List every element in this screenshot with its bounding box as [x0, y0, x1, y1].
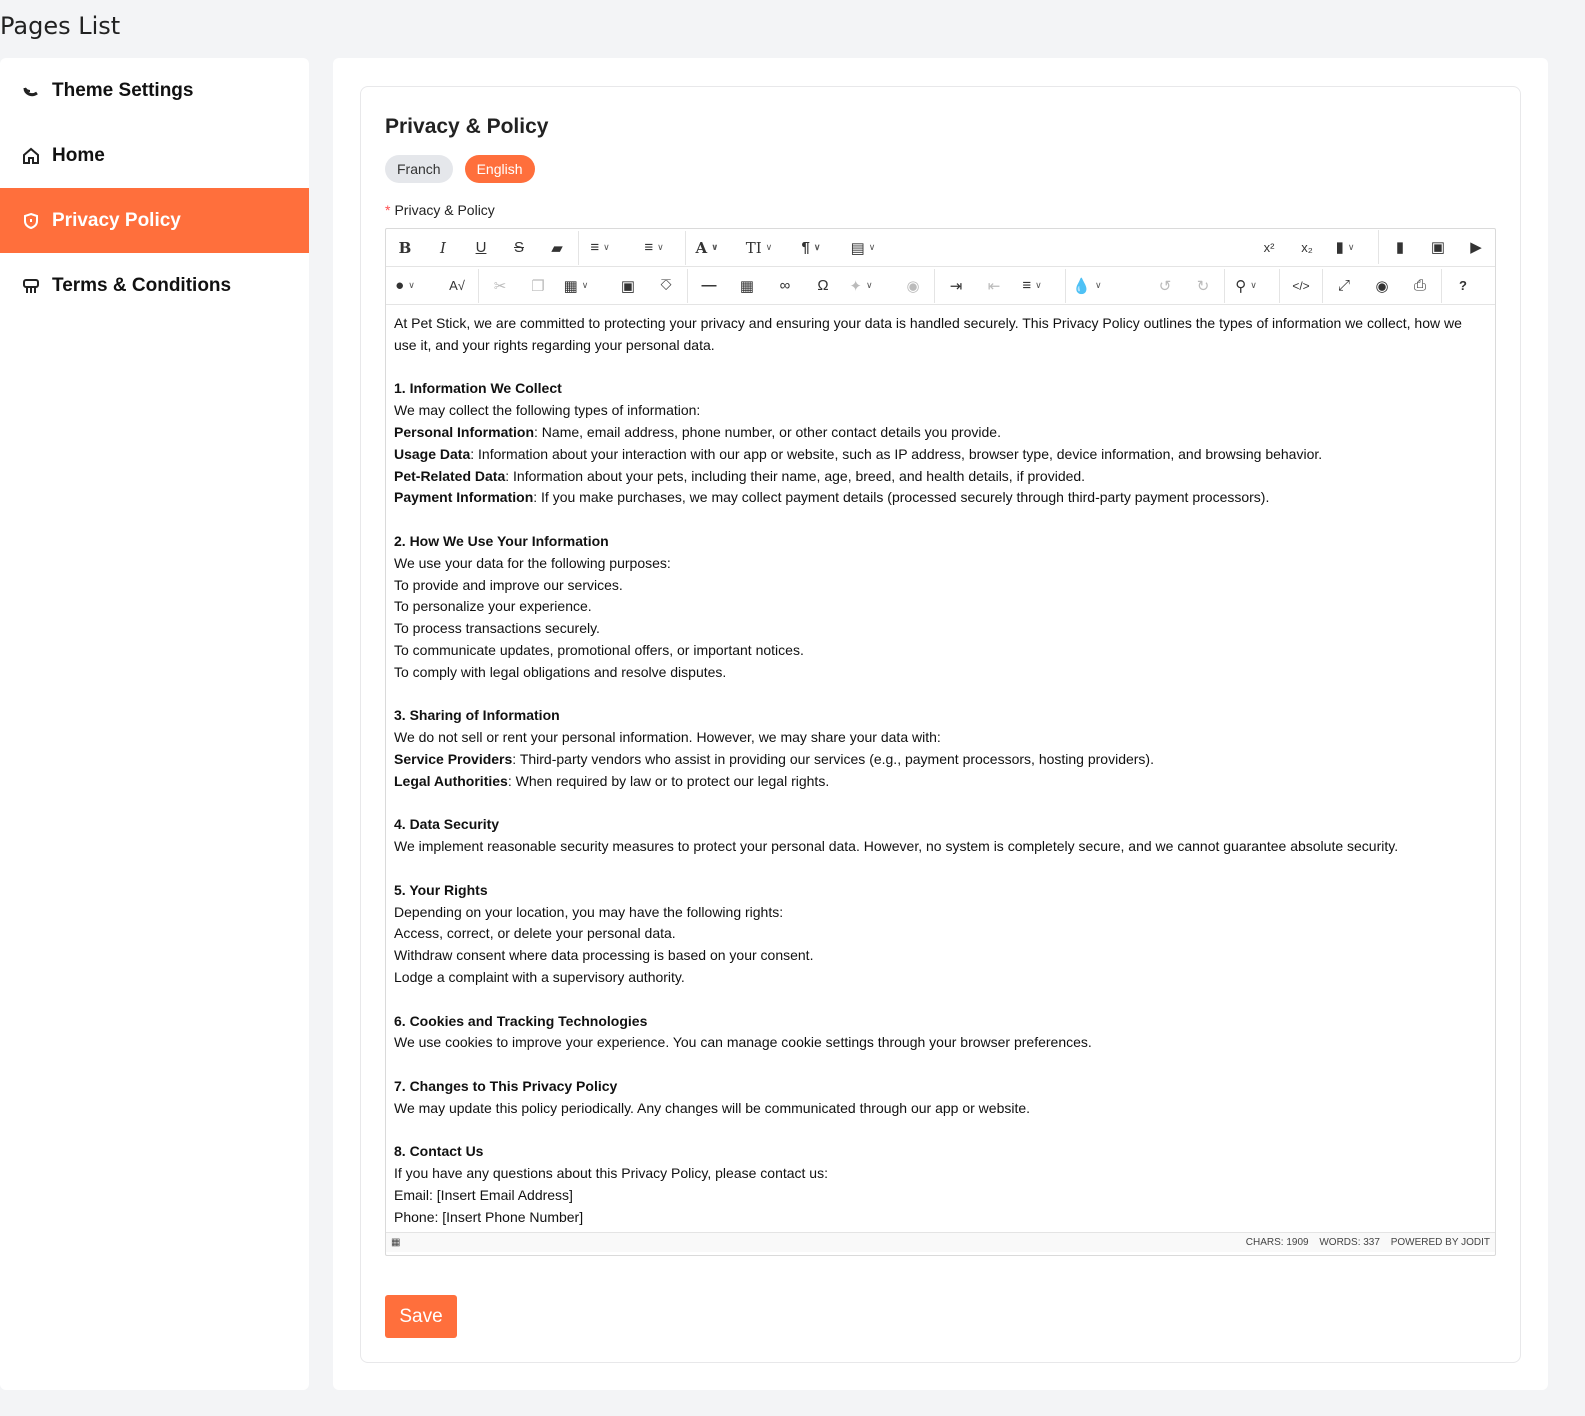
section-lead: If you have any questions about this Privacy Policy, please contact us:	[394, 1165, 828, 1182]
indent-icon[interactable]: ⇥	[949, 277, 963, 295]
list-item: Payment Information: If you make purchases, we may collect payment details (processed securely through third-party payment processors).	[394, 489, 1270, 506]
sidebar-item-privacy-policy[interactable]	[0, 188, 309, 253]
save-button[interactable]: Save	[385, 1295, 457, 1338]
language-tabs	[385, 155, 535, 183]
sidebar	[0, 58, 309, 1390]
list-item: Access, correct, or delete your personal data.	[394, 925, 676, 942]
paste-icon[interactable]: ▦ ∨	[563, 277, 589, 295]
cut-icon[interactable]: ✂	[493, 277, 507, 295]
sidebar-item-home[interactable]	[0, 123, 309, 188]
section-text: We implement reasonable security measures to protect your personal data. However, no system is completely secure, and we cannot guarantee absolute security.	[394, 838, 1399, 855]
sidebar-item-label: Home	[52, 144, 105, 166]
toolbar-separator	[934, 269, 935, 303]
copy-icon[interactable]: ❐	[531, 277, 545, 295]
ordered-list-icon[interactable]: ≡ ∨	[644, 239, 664, 256]
sidebar-item-label: Terms & Conditions	[52, 274, 232, 296]
shield-icon	[22, 212, 40, 230]
list-item: To personalize your experience.	[394, 598, 592, 615]
fullscreen-icon[interactable]: ⤢	[1337, 277, 1350, 294]
main-panel	[333, 58, 1548, 1390]
video-icon[interactable]: ▶	[1470, 239, 1482, 256]
list-item: To comply with legal obligations and resolve disputes.	[394, 663, 727, 680]
toolbar-separator	[1441, 269, 1442, 303]
select-all-icon[interactable]: ▣	[620, 277, 636, 295]
eraser-icon[interactable]: ▰	[551, 239, 563, 257]
print-icon[interactable]: ⎙	[1413, 277, 1426, 294]
classes-icon[interactable]: ▤ ∨	[850, 239, 876, 257]
word-count: WORDS: 337	[1319, 1237, 1380, 1248]
outdent-icon[interactable]: ⇤	[987, 277, 1001, 295]
table-icon[interactable]: ▦	[739, 277, 755, 295]
align-icon[interactable]: ≡ ∨	[1022, 277, 1042, 294]
tab-language-english[interactable]: English	[465, 155, 535, 183]
toolbar-separator	[687, 269, 688, 303]
sidebar-item-terms-conditions[interactable]	[0, 253, 309, 318]
list-item: To communicate updates, promotional offers, or important notices.	[394, 641, 804, 658]
section-heading: 4. Data Security	[394, 816, 500, 833]
section-heading: 5. Your Rights	[394, 881, 488, 898]
list-item: Personal Information: Name, email address, phone number, or other contact details you provide.	[394, 423, 1001, 440]
toolbar-row-2	[386, 267, 1495, 305]
section-heading: 2. How We Use Your Information	[394, 532, 609, 549]
section-lead: Depending on your location, you may have the following rights:	[394, 903, 784, 920]
toolbar-separator	[1065, 269, 1066, 303]
powered-by-link[interactable]: POWERED BY JODIT	[1390, 1237, 1490, 1248]
section-heading: 6. Cookies and Tracking Technologies	[394, 1012, 648, 1029]
spellcheck-icon[interactable]: A√	[449, 278, 465, 293]
sidebar-item-label: Privacy Policy	[52, 209, 181, 231]
horizontal-rule-icon[interactable]: —	[701, 277, 717, 294]
terms-icon	[22, 277, 40, 295]
page-title: Pages List	[0, 12, 121, 40]
redo-icon[interactable]: ↻	[1196, 277, 1210, 295]
image-icon[interactable]: ▣	[1430, 239, 1446, 256]
file-icon[interactable]: ▮ ∨	[1335, 239, 1355, 256]
section-text: We may update this policy periodically. Any changes will be communicated through our app or website.	[394, 1099, 1031, 1116]
link-icon[interactable]: ∞	[779, 277, 791, 294]
toolbar-right-group	[1250, 229, 1495, 265]
toolbar-separator	[1378, 230, 1379, 264]
section-text: We use cookies to improve your experience. You can manage cookie settings through your browser preferences.	[394, 1034, 1092, 1051]
field-label: * Privacy & Policy	[385, 202, 495, 218]
page-icon[interactable]: ▮	[1395, 239, 1405, 256]
toolbar-separator	[1322, 269, 1323, 303]
rich-text-editor	[385, 228, 1496, 1256]
editor-statusbar	[386, 1232, 1495, 1252]
list-item: Usage Data: Information about your interaction with our app or website, such as IP address, browser type, device information, and browsing behavior.	[394, 445, 1323, 462]
list-item: Pet-Related Data: Information about your pets, including their name, age, breed, and health details, if provided.	[394, 467, 1086, 484]
toolbar-separator	[685, 231, 686, 265]
brush-icon[interactable]: 💧 ∨	[1072, 277, 1102, 295]
undo-icon[interactable]: ↺	[1158, 277, 1172, 295]
toolbar-separator	[478, 269, 479, 303]
paragraph-icon[interactable]: ¶ ∨	[801, 239, 821, 256]
required-mark: *	[385, 202, 391, 218]
font-size-icon[interactable]: TI ∨	[745, 238, 773, 257]
toolbar-row-1	[386, 229, 1495, 267]
italic-icon[interactable]: I	[440, 238, 446, 257]
toolbar-separator	[1279, 269, 1280, 303]
font-icon[interactable]: A ∨	[695, 238, 719, 257]
tab-language-franch[interactable]: Franch	[385, 155, 453, 183]
resize-handle-icon[interactable]: ▦	[391, 1237, 401, 1248]
copy-format-icon[interactable]: ⎏	[660, 277, 672, 294]
unordered-list-icon[interactable]: ≡ ∨	[590, 239, 610, 256]
list-item: Withdraw consent where data processing is based on your consent.	[394, 947, 814, 964]
section-lead: We do not sell or rent your personal information. However, we may share your data with:	[394, 729, 941, 746]
toolbar-separator	[578, 231, 579, 265]
subscript-icon[interactable]: x₂	[1301, 239, 1313, 255]
theme-icon	[22, 82, 40, 100]
superscript-icon[interactable]: x²	[1263, 239, 1275, 255]
list-item: Email: [Insert Email Address]	[394, 1186, 573, 1203]
list-item: Service Providers: Third-party vendors who assist in providing our services (e.g., payment processors, hosting providers).	[394, 750, 1154, 767]
strikethrough-icon[interactable]: S	[513, 239, 524, 256]
bold-icon[interactable]: B	[398, 238, 412, 257]
section-heading: 1. Information We Collect	[394, 380, 562, 397]
policy-card	[360, 86, 1521, 1363]
ai-commands-icon[interactable]: ◉	[906, 277, 920, 295]
microphone-icon[interactable]: ● ∨	[395, 277, 415, 294]
editor-content[interactable]	[386, 305, 1495, 1232]
intro-paragraph: At Pet Stick, we are committed to protecting your privacy and ensuring your data is handled securely. This Privacy Policy outlines the types of information we collect, how we use it, and your rights regarding your personal data.	[394, 315, 1462, 353]
find-icon[interactable]: ⚲ ∨	[1235, 277, 1257, 295]
symbol-icon[interactable]: Ω	[817, 277, 829, 294]
section-heading: 7. Changes to This Privacy Policy	[394, 1077, 618, 1094]
list-item: To provide and improve our services.	[394, 576, 623, 593]
preview-icon[interactable]: ◉	[1375, 277, 1389, 295]
list-item: Legal Authorities: When required by law or to protect our legal rights.	[394, 772, 830, 789]
help-icon[interactable]: ?	[1459, 278, 1467, 293]
section-heading: 3. Sharing of Information	[394, 707, 560, 724]
sidebar-item-theme-settings[interactable]	[0, 58, 309, 123]
sidebar-item-label: Theme Settings	[52, 79, 194, 101]
section-lead: We may collect the following types of information:	[394, 402, 701, 419]
list-item: To process transactions securely.	[394, 620, 600, 637]
ai-assistant-icon[interactable]: ✦ ∨	[849, 277, 873, 295]
card-title: Privacy & Policy	[385, 115, 549, 138]
underline-icon[interactable]: U	[475, 239, 487, 256]
home-icon	[22, 147, 40, 165]
list-item: Lodge a complaint with a supervisory authority.	[394, 968, 685, 985]
section-heading: 8. Contact Us	[394, 1143, 484, 1160]
section-lead: We use your data for the following purposes:	[394, 554, 671, 571]
list-item: Phone: [Insert Phone Number]	[394, 1208, 584, 1225]
char-count: CHARS: 1909	[1245, 1237, 1309, 1248]
toolbar-separator	[1224, 269, 1225, 303]
source-icon[interactable]: </>	[1292, 278, 1310, 293]
